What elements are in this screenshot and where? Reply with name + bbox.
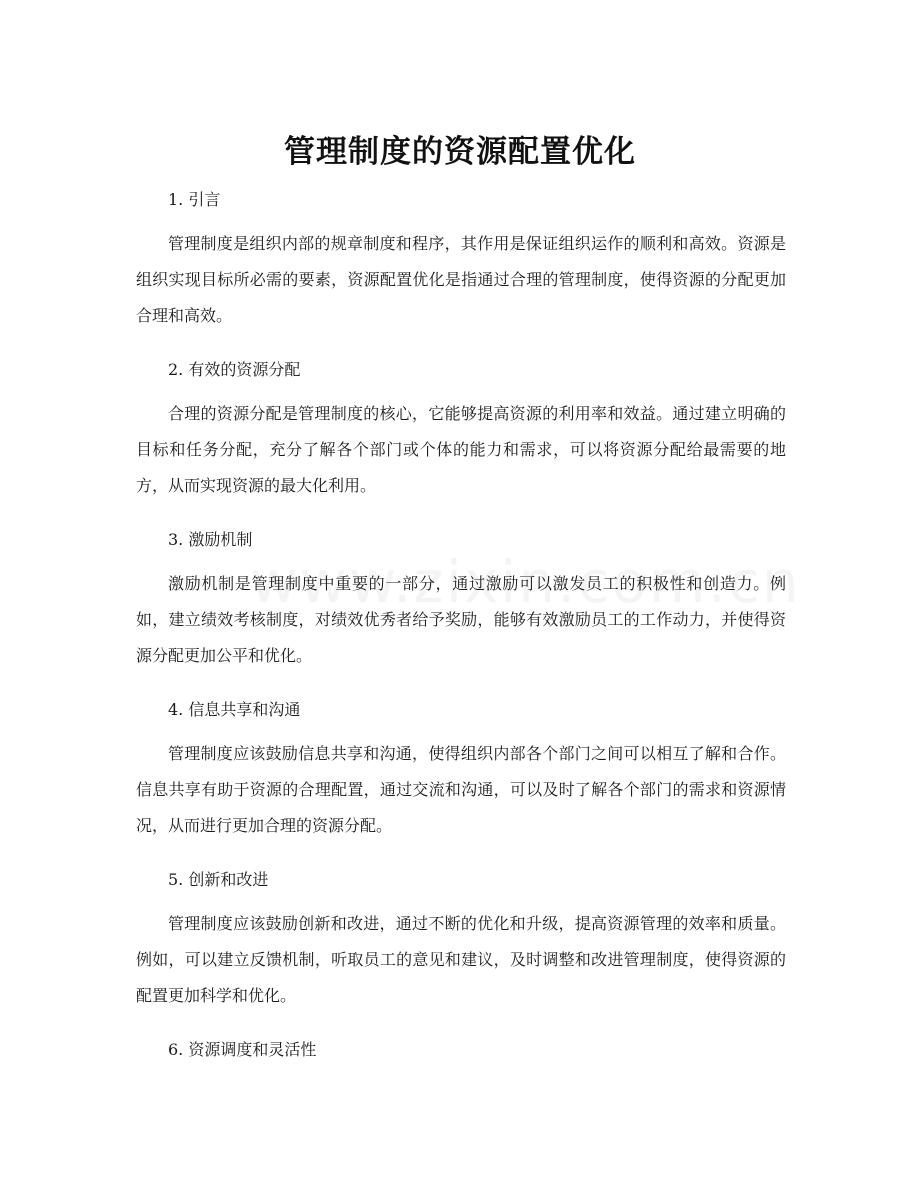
section-innovation [136,868,786,1014]
section-heading: 4. 信息共享和沟通 [168,700,301,719]
section-paragraph: 合理的资源分配是管理制度的核心，它能够提高资源的利用率和效益。通过建立明确的目标和任务分配，充分了解各个部门或个体的能力和需求，可以将资源分配给最需要的地方，从而实现资源的最大化利用。 [136,404,786,495]
section-heading: 5. 创新和改进 [168,870,269,889]
section-heading: 1. 引言 [168,190,221,209]
section-paragraph: 管理制度应该鼓励信息共享和沟通，使得组织内部各个部门之间可以相互了解和合作。信息共享有助于资源的合理配置，通过交流和沟通，可以及时了解各个部门的需求和资源情况，从而进行更加合理的资源分配。 [136,744,786,835]
section-heading: 3. 激励机制 [168,530,253,549]
section-resource-scheduling [136,1038,786,1062]
section-resource-allocation [136,358,786,504]
section-introduction [136,188,786,334]
section-paragraph: 管理制度应该鼓励创新和改进，通过不断的优化和升级，提高资源管理的效率和质量。例如，可以建立反馈机制，听取员工的意见和建议，及时调整和改进管理制度，使得资源的配置更加科学和优化。 [136,914,786,1005]
section-incentive-mechanism [136,528,786,674]
section-information-sharing [136,698,786,844]
page-title: 管理制度的资源配置优化 [284,133,636,170]
section-paragraph: 管理制度是组织内部的规章制度和程序，其作用是保证组织运作的顺利和高效。资源是组织实现目标所必需的要素，资源配置优化是指通过合理的管理制度，使得资源的分配更加合理和高效。 [136,234,786,325]
section-paragraph: 激励机制是管理制度中重要的一部分，通过激励可以激发员工的积极性和创造力。例如，建立绩效考核制度，对绩效优秀者给予奖励，能够有效激励员工的工作动力，并使得资源分配更加公平和优化。 [136,574,786,665]
section-heading: 6. 资源调度和灵活性 [168,1040,317,1059]
section-heading: 2. 有效的资源分配 [168,360,301,379]
